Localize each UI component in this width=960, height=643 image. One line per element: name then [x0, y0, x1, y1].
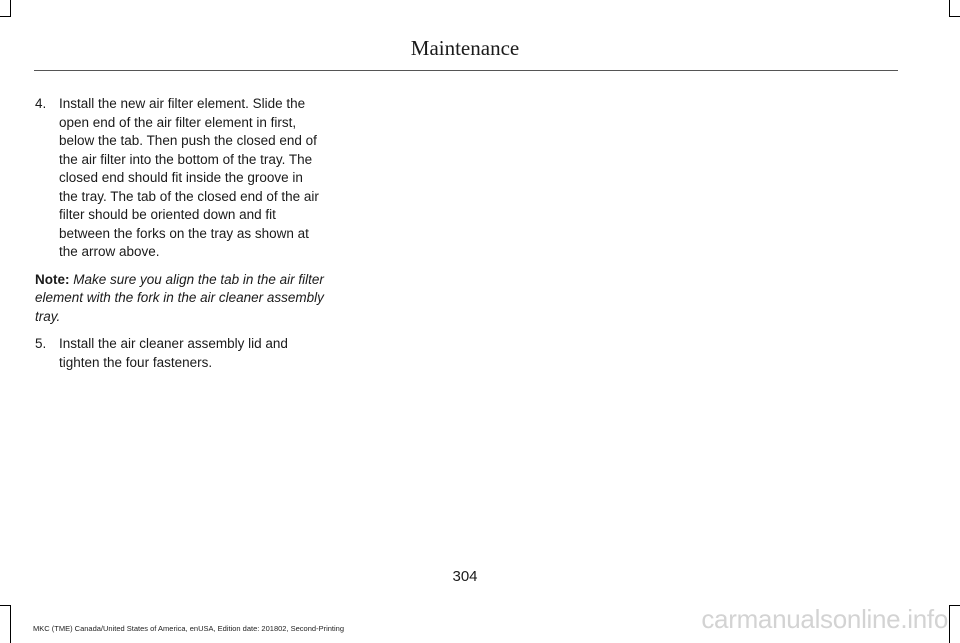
page-title: Maintenance [410, 36, 520, 60]
note-text: Make sure you align the tab in the air filter element with the fork in the air cleaner assembly tray. [35, 271, 324, 324]
step-4 [35, 95, 325, 262]
crop-mark-bottom-left-vertical [10, 605, 11, 643]
crop-mark-top-right-vertical [949, 0, 950, 16]
content-column [35, 95, 325, 381]
step-4-text: Install the new air filter element. Slide the open end of the air filter element in first, below the tab. Then push the closed end of the air filter into the bottom of the tray. The closed end should fit inside the groove in the tray. The tab of the closed end of the air filter should be oriented down and fit between the forks on the tray as shown at the arrow above. [59, 96, 319, 259]
crop-mark-top-right-horizontal [949, 16, 960, 17]
edition-footer: MKC (TME) Canada/United States of America, enUSA, Edition date: 201802, Second-Printing [33, 624, 344, 633]
header-divider [34, 70, 898, 71]
step-5-text: Install the air cleaner assembly lid and tighten the four fasteners. [59, 336, 288, 370]
crop-mark-top-left-vertical [10, 0, 11, 16]
crop-mark-bottom-right-vertical [949, 605, 950, 643]
step-4-number: 4. [35, 96, 47, 111]
step-5 [35, 335, 325, 372]
note-label: Note: [35, 271, 70, 287]
crop-mark-bottom-left-horizontal [0, 605, 11, 606]
page-number: 304 [452, 568, 478, 585]
crop-mark-bottom-right-horizontal [949, 605, 960, 606]
step-5-number: 5. [35, 336, 47, 351]
note [35, 271, 325, 327]
crop-mark-top-left-horizontal [0, 16, 11, 17]
watermark: carmanualsonline.info [701, 604, 948, 634]
